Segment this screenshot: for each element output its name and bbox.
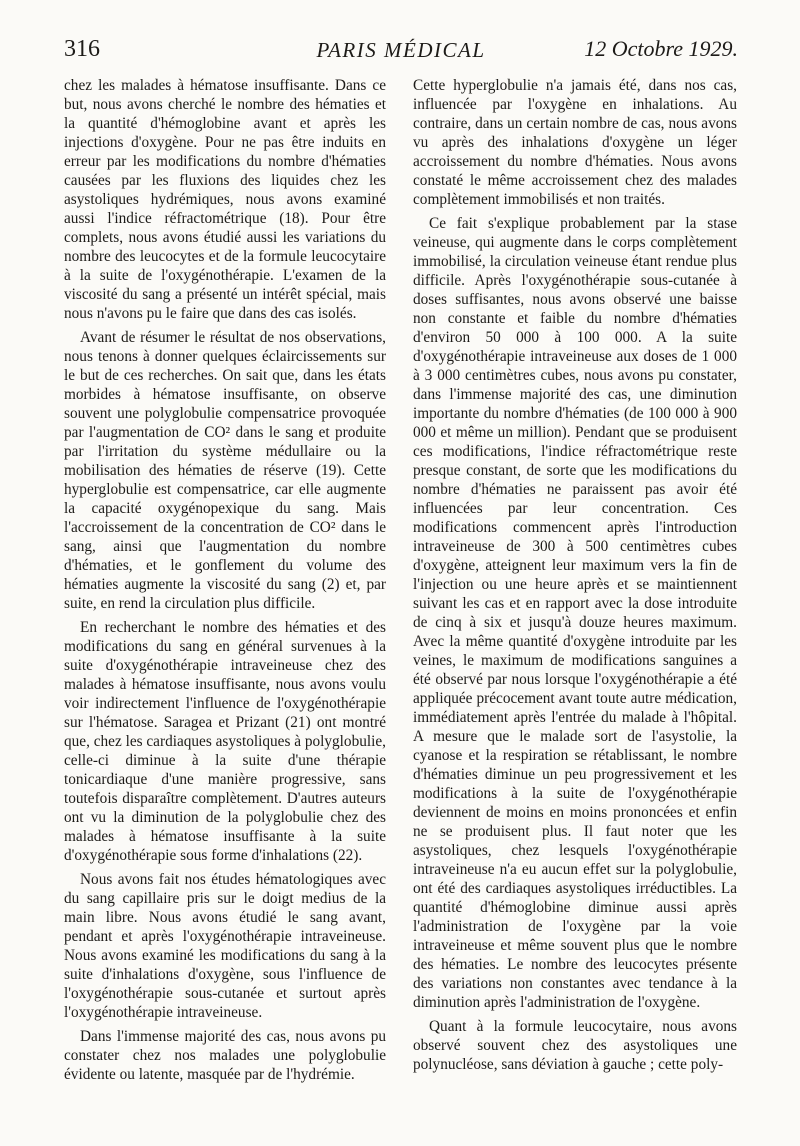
paragraph: Cette hyperglobulie n'a jamais été, dans nos cas, influencée par l'oxygène en inhalations. Au contraire, dans un certain nombre de cas, nous avons vu après des inhalations d'oxygène un léger accroissement du nombre d'hématies. Nous avons constaté le même accroissement chez des malades complètement immobilisés et non traités. [413,77,737,208]
right-column [413,76,737,1079]
issue-date: 12 Octobre 1929. [584,36,738,61]
paragraph: Ce fait s'explique probablement par la stase veineuse, qui augmente dans le corps complètement immobilisé, la circulation veineuse étant rendue plus difficile. Après l'oxygénothérapie sous-cutanée à doses suffisantes, nous avons observé une baisse non constante et faible du nombre d'hématies d'environ 50 000 à 100 000. A la suite d'oxygénothérapie intraveineuse aux doses de 1 000 à 3 000 centimètres cubes, nous avons pu constater, dans l'immense majorité des cas, une diminution importante du nombre d'hématies (de 100 000 à 900 000 et même un million). Pendant que se produisent ces modifications, l'indice réfractométrique reste presque constant, de sorte que les modifications du nombre d'hématies ne paraissent pas avoir été influencées par leur concentration. Ces modifications commencent après l'introduction intraveineuse de 300 à 500 centimètres cubes d'oxygène, atteignent leur maximum vers la fin de l'injection ou une heure après et se maintiennent suivant les cas et en rapport avec la dose introduite de cinq à six et jusqu'à douze heures maximum. Avec la même quantité d'oxygène introduite par les veines, le maximum de modifications sanguines a été observé par nous lorsque l'oxygénothérapie a été appliquée précocement avant toute autre médication, immédiatement après l'entrée du malade à l'hôpital. A mesure que le malade sort de l'asystolie, la cyanose et la respiration se rétablissant, le nombre d'hématies diminue un peu progressivement et les modifications à la suite de l'oxygénothérapie deviennent de moins en moins prononcées et enfin ne se produisent plus. Il faut noter que les asystoliques, chez lesquels l'oxygénothérapie intraveineuse n'a eu aucun effet sur la polyglobulie, ont été des cardiaques asystoliques irréductibles. La quantité d'hémoglobine diminue aussi après l'administration de l'oxygène par la voie intraveineuse et même souvent plus que le nombre des hématies. Le nombre des leucocytes présente des variations non constantes avec tendance à la diminution après l'administration de l'oxygène. [413,215,737,1011]
paragraph: Quant à la formule leucocytaire, nous avons observé souvent chez des asystoliques une polynucléose, sans déviation à gauche ; cette poly- [413,1018,737,1073]
paragraph: Avant de résumer le résultat de nos observations, nous tenons à donner quelques éclaircissements sur le but de ces recherches. On sait que, dans les états morbides à hématose insuffisante, on observe souvent une polyglobulie compensatrice provoquée par l'augmentation de CO² dans le sang et produite par l'irritation du système médullaire ou la mobilisation des hématies de réserve (19). Cette hyperglobulie est compensatrice, car elle augmente la capacité oxygénopexique du sang. Mais l'accroissement de la concentration de CO² dans le sang, ainsi que l'augmentation du nombre d'hématies, et le gonflement du volume des hématies augmente la viscosité du sang (2) et, par suite, en rend la circulation plus difficile. [64,329,386,612]
paragraph: Nous avons fait nos études hématologiques avec du sang capillaire pris sur le doigt medius de la main libre. Nous avons étudié le sang avant, pendant et après l'oxygénothérapie intraveineuse. Nous avons examiné les modifications du sang à la suite d'inhalations d'oxygène, sous l'influence de l'oxygénothérapie sous-cutanée et surtout après l'oxygénothérapie intraveineuse. [64,871,386,1021]
paragraph: Dans l'immense majorité des cas, nous avons pu constater chez nos malades une polyglobulie évidente ou latente, masquée par de l'hydrémie. [64,1028,386,1083]
paragraph: En recherchant le nombre des hématies et des modifications du sang en général survenues à la suite d'oxygénothérapie intraveineuse chez des malades à hématose insuffisante, nous avons voulu voir indirectement l'influence de l'oxygénothérapie sur l'hématose. Saragea et Prizant (21) ont montré que, chez les cardiaques asystoliques à polyglobulie, celle-ci diminue à la suite d'une thérapie tonicardiaque d'une manière progressive, sans toutefois disparaître complètement. D'autres auteurs ont vu la diminution de la polyglobulie chez des malades à hématose insuffisante à la suite d'oxygénothérapie sous forme d'inhalations (22). [64,619,386,864]
left-column [64,76,386,1089]
page-header [64,36,738,70]
journal-title: PARIS MÉDICAL [316,38,486,62]
paragraph: chez les malades à hématose insuffisante. Dans ce but, nous avons cherché le nombre des hématies et la quantité d'hémoglobine avant et après les injections d'oxygène. Pour ne pas être induits en erreur par les modifications du nombre d'hématies causées par les fluxions des liquides chez les asystoliques hydrémiques, nous avons examiné aussi l'indice réfractométrique (18). Pour être complets, nous avons étudié aussi les variations du nombre des leucocytes et de la formule leucocytaire à la suite de l'oxygénothérapie. L'examen de la viscosité du sang a présenté un intérêt spécial, mais nous n'avons pu le faire que dans des cas isolés. [64,77,386,322]
page-number: 316 [64,36,100,62]
